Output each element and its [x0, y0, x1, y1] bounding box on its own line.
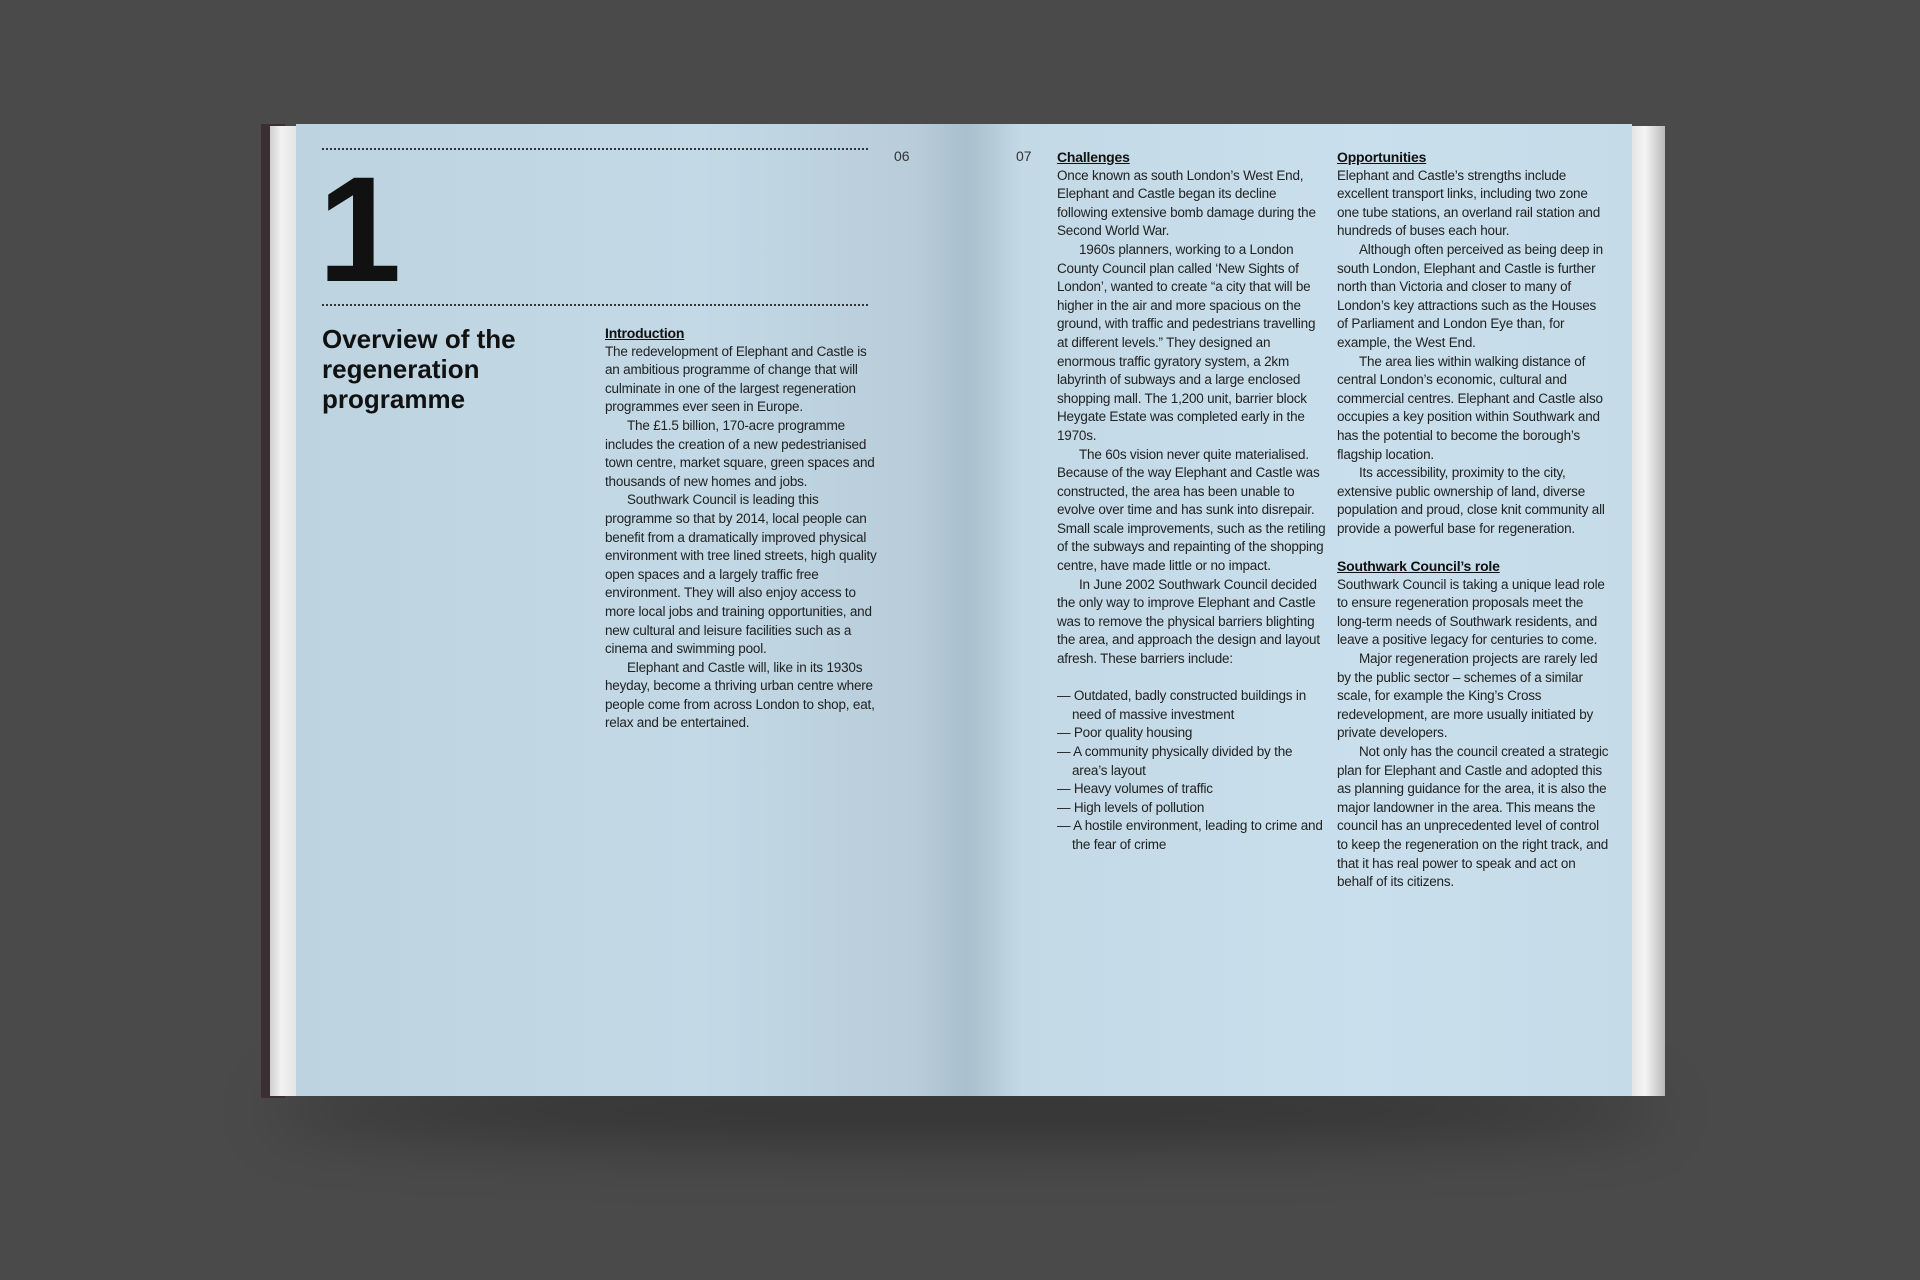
- challenges-heading: Challenges: [1057, 149, 1130, 165]
- opportunities-paragraph: Its accessibility, proximity to the city, extensive public ownership of land, diverse population and proud, close knit community all provide a powerful base for regeneration.: [1337, 465, 1605, 536]
- challenges-paragraph: In June 2002 Southwark Council decided the only way to improve Elephant and Castle was to remove the physical barriers blighting the area, and approach the design and layout afresh. These barriers include:: [1057, 576, 1320, 667]
- opportunities-heading: Opportunities: [1337, 149, 1427, 165]
- opportunities-paragraph: The area lies within walking distance of central London’s economic, cultural and commercial centres. Elephant and Castle also occupies a key position within Southwark and has the potential to become the borough’s flagship location.: [1337, 353, 1603, 462]
- left-page-stack: [270, 126, 298, 1096]
- opportunities-paragraph: Elephant and Castle’s strengths include excellent transport links, including two zone one tube stations, an overland rail station and hundreds of buses each hour.: [1337, 167, 1601, 239]
- intro-paragraph: The redevelopment of Elephant and Castle is an ambitious programme of change that will culminate in one of the largest regeneration programmes ever seen in Europe.: [605, 343, 867, 415]
- chapter-number: 1: [318, 145, 398, 313]
- barrier-item: — Poor quality housing: [1057, 725, 1193, 741]
- right-page: [968, 124, 1632, 1096]
- page-number-right: 07: [1016, 148, 1032, 164]
- top-dotted-rule: [322, 148, 868, 150]
- challenges-paragraph: The 60s vision never quite materialised. Because of the way Elephant and Castle was constructed, the area has been unable to evolve over time and has sunk into disrepair. Small scale improvements, such as the retiling of the subways and repainting of the shopping centre, have made little or no impact.: [1057, 446, 1326, 574]
- challenges-paragraph: Once known as south London’s West End, Elephant and Castle began its decline following extensive bomb damage during the Second World War.: [1057, 167, 1316, 239]
- opportunities-column: [1337, 148, 1609, 892]
- opportunities-paragraph: Although often perceived as being deep in south London, Elephant and Castle is further north than Victoria and closer to many of London’s key attractions such as the Houses of Parliament and London Eye than, for example, the West End.: [1337, 241, 1603, 350]
- page-number-left: 06: [894, 148, 910, 164]
- chapter-title: Overview of the regeneration programme: [322, 324, 516, 414]
- barrier-item: — Outdated, badly constructed buildings in need of massive investment: [1057, 688, 1307, 722]
- middle-dotted-rule: [322, 304, 868, 306]
- intro-paragraph: Southwark Council is leading this programme so that by 2014, local people can benefit from a dramatically improved physical environment with tree lined streets, high quality open spaces and a largely traffic free environment. They will also enjoy access to more local jobs and training opportunities, and new cultural and leisure facilities such as a cinema and swimming pool.: [605, 492, 877, 657]
- introduction-column: [605, 324, 877, 733]
- council-role-heading: Southwark Council’s role: [1337, 558, 1500, 575]
- intro-paragraph: Elephant and Castle will, like in its 1930s heyday, become a thriving urban centre where people come from across London to shop, eat, relax and be entertained.: [605, 659, 875, 731]
- challenges-paragraph: 1960s planners, working to a London County Council plan called ‘New Sights of London’, wanted to create “a city that will be higher in the air and more spacious on the ground, with traffic and pedestrians travelling at different levels.” They designed an enormous traffic gyratory system, a 2km labyrinth of subways and a large enclosed shopping mall. The 1,200 unit, barrier block Heygate Estate was completed early in the 1970s.: [1057, 241, 1316, 443]
- council-role-paragraph: Not only has the council created a strategic plan for Elephant and Castle and adopted this as planning guidance for the area, it is also the major landowner in the area. This means the council has an unprecedented level of control to keep the regeneration on the right track, and that it has real power to speak and act on behalf of its citizens.: [1337, 744, 1609, 890]
- intro-paragraph: The £1.5 billion, 170-acre programme includes the creation of a new pedestrianised town centre, market square, green spaces and thousands of new homes and jobs.: [605, 417, 875, 489]
- barrier-item: — Heavy volumes of traffic: [1057, 781, 1213, 797]
- barrier-item: — A hostile environment, leading to crime and the fear of crime: [1057, 818, 1323, 852]
- barriers-list: [1057, 687, 1329, 854]
- barrier-item: — A community physically divided by the area’s layout: [1057, 744, 1293, 778]
- introduction-heading: Introduction: [605, 325, 685, 341]
- barrier-item: — High levels of pollution: [1057, 799, 1205, 815]
- council-role-paragraph: Southwark Council is taking a unique lead role to ensure regeneration proposals meet the long-term needs of Southwark residents, and leave a positive legacy for centuries to come.: [1337, 576, 1605, 648]
- council-role-paragraph: Major regeneration projects are rarely led by the public sector – schemes of a similar scale, for example the King’s Cross redevelopment, are more usually initiated by private developers.: [1337, 651, 1598, 741]
- challenges-column: [1057, 148, 1329, 855]
- left-page: [296, 124, 968, 1096]
